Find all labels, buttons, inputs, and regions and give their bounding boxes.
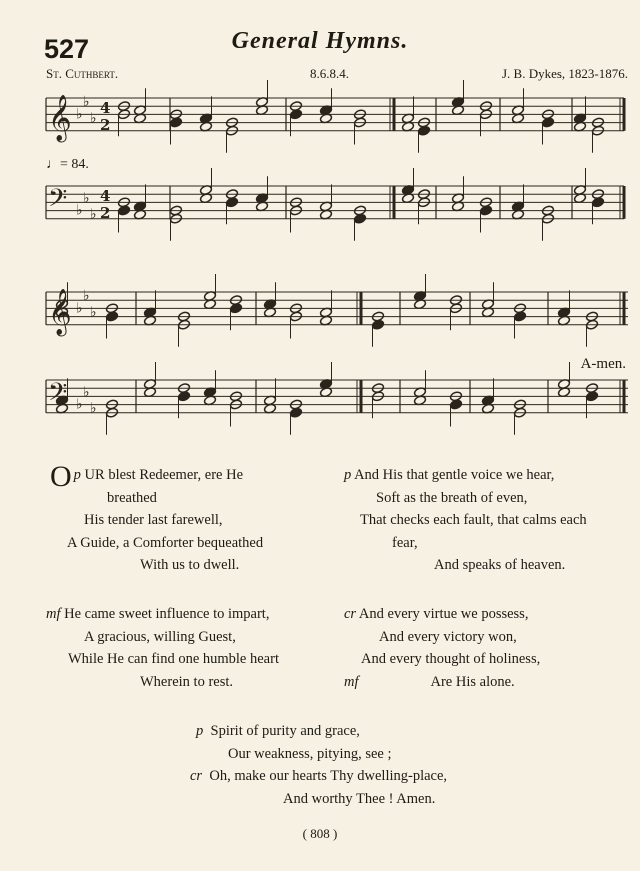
- dynamic-marking: p: [196, 723, 204, 739]
- time-signature-bottom: 2: [100, 116, 111, 134]
- hymn-number: 527: [44, 34, 90, 64]
- flat-icon: ♭: [83, 94, 90, 111]
- flat-icon: ♭: [83, 384, 90, 401]
- verse-line: That checks each fault, that calms each: [360, 512, 587, 528]
- verse-line: And every virtue we possess,: [358, 606, 529, 622]
- verse-line: And His that gentle voice we hear,: [354, 467, 555, 483]
- note-head: [479, 205, 492, 216]
- clefs: [48, 94, 110, 417]
- flat-icon: ♭: [76, 106, 83, 123]
- verse-line: With us to dwell.: [140, 557, 240, 573]
- section-title: General Hymns.: [231, 28, 409, 54]
- time-signature-bottom: 2: [100, 204, 111, 222]
- note-head: [371, 319, 384, 330]
- dynamic-marking: cr: [190, 768, 203, 784]
- note-head: [225, 197, 238, 208]
- flat-icon: ♭: [76, 202, 83, 219]
- staff-lines: [46, 98, 628, 413]
- flat-icon: ♭: [90, 110, 97, 127]
- note-head: [169, 117, 182, 128]
- verse-line: fear,: [392, 534, 418, 551]
- verse-5: [190, 720, 520, 810]
- flat-icon: ♭: [90, 400, 97, 417]
- meter: 8.6.8.4.: [310, 66, 349, 81]
- tempo-marking: ♩= 84.: [46, 157, 89, 172]
- flat-icon: ♭: [76, 396, 83, 413]
- note-head: [353, 213, 366, 224]
- flat-icon: ♭: [76, 300, 83, 317]
- verse-line: UR blest Redeemer, ere He: [84, 467, 243, 483]
- note-head: [117, 205, 130, 216]
- note-head: [591, 197, 604, 208]
- verse-line: Wherein to rest.: [140, 673, 234, 690]
- note-head: [585, 391, 598, 402]
- verse-line: Oh, make our hearts Thy dwelling-place,: [209, 768, 448, 784]
- verse-line: A gracious, willing Guest,: [84, 628, 236, 645]
- verse-line: breathed: [107, 489, 157, 506]
- barlines: [46, 98, 624, 413]
- verse-line: Are His alone.: [430, 673, 515, 690]
- note-head: [289, 109, 302, 120]
- note-head: [177, 391, 190, 402]
- dynamic-marking: cr: [344, 606, 357, 622]
- time-signature-top: 4: [100, 187, 111, 205]
- verse-line: And every thought of holiness,: [361, 651, 541, 667]
- note-head: [289, 407, 302, 418]
- notes: [55, 80, 604, 435]
- note-head: [229, 303, 242, 314]
- verse-line: His tender last farewell,: [84, 512, 223, 528]
- verse-line: Our weakness, pitying, see ;: [228, 745, 392, 762]
- verse-2: [344, 464, 634, 577]
- treble-clef-icon: 𝄞: [48, 289, 72, 335]
- note-head: [449, 399, 462, 410]
- bass-clef-icon: 𝄢: [48, 184, 68, 219]
- verse-line: A Guide, a Comforter bequeathed: [67, 534, 264, 551]
- composer: J. B. Dykes, 1823-1876.: [501, 66, 628, 81]
- verse-line: He came sweet influence to impart,: [64, 606, 270, 622]
- drop-cap: O: [50, 460, 72, 493]
- note-head: [105, 311, 118, 322]
- dynamic-marking: mf: [344, 673, 359, 690]
- note-head: [417, 125, 430, 136]
- verse-4: [344, 603, 634, 693]
- verse-line: And every victory won,: [379, 628, 517, 645]
- flat-icon: ♭: [90, 206, 97, 223]
- dynamic-marking: p: [73, 467, 81, 483]
- flat-icon: ♭: [83, 190, 90, 207]
- time-signature-top: 4: [100, 99, 111, 117]
- treble-clef-icon: 𝄞: [48, 95, 72, 141]
- dynamic-marking: p: [344, 467, 352, 483]
- flat-icon: ♭: [90, 304, 97, 321]
- verse-line: And worthy Thee ! Amen.: [283, 790, 436, 807]
- tune-name: St. Cuthbert.: [46, 66, 119, 81]
- note-head: [513, 311, 526, 322]
- verse-line: Soft as the breath of even,: [376, 489, 528, 506]
- note-head: [541, 117, 554, 128]
- verse-line: And speaks of heaven.: [434, 557, 566, 573]
- verse-3: [46, 603, 336, 693]
- verse-1: [50, 460, 330, 577]
- amen-label: A-men.: [580, 356, 626, 372]
- verse-line: While He can find one humble heart: [68, 651, 279, 667]
- dynamic-marking: mf: [46, 606, 61, 622]
- bass-clef-icon: 𝄢: [48, 378, 68, 413]
- page-number: ( 808 ): [302, 826, 338, 841]
- verse-line: Spirit of purity and grace,: [210, 723, 360, 739]
- flat-icon: ♭: [83, 288, 90, 305]
